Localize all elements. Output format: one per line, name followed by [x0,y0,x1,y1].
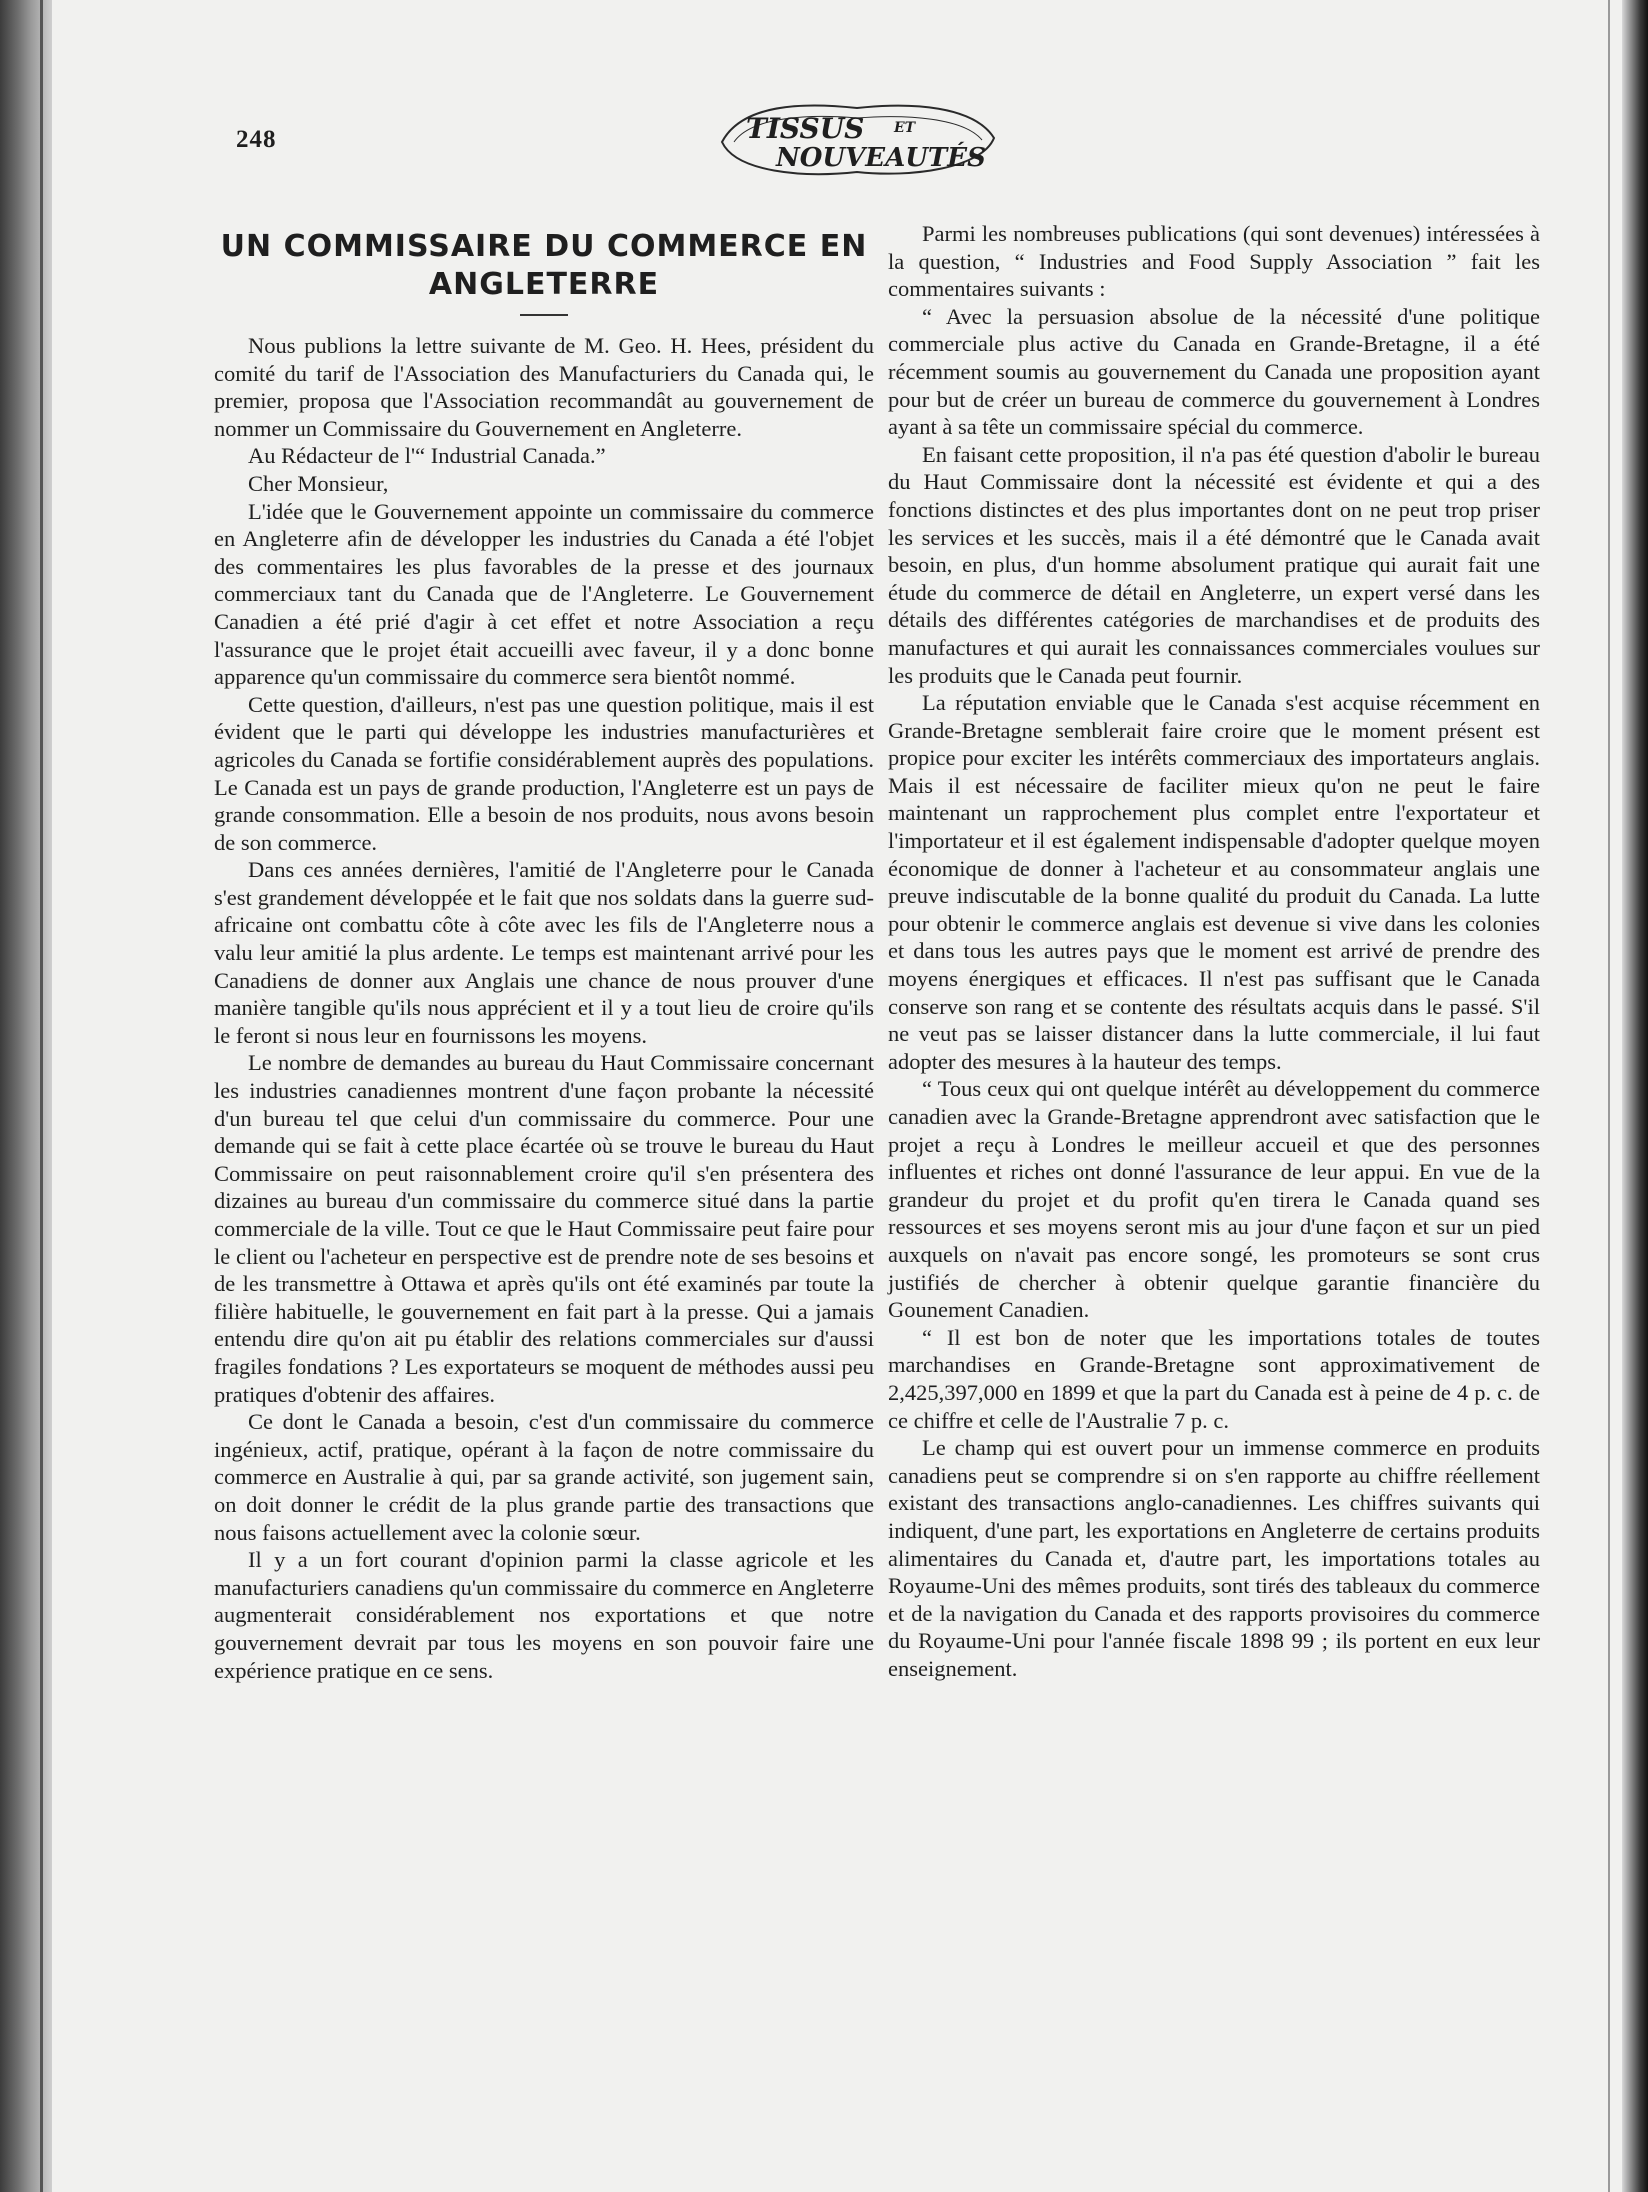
quoted-paragraph: “ Il est bon de noter que les importations totales de toutes marchandises en Grande-Bretagne sont approximativement de 2,425,397,000 en 1899 et que la part du Canada est à peine de 4 p. c. de ce chiffre et celle de l'Australie 7 p. c. [888,1324,1540,1433]
body-paragraph: Ce dont le Canada a besoin, c'est d'un commissaire du commerce ingénieux, actif, pratique, opérant à la façon de notre commissaire du commerce en Australie à qui, par sa grande activité, son jugement sain, on doit donner le crédit de la plus grande partie des transactions que nous faisons actuellement avec la colonie sœur. [214,1409,874,1545]
page-number: 248 [236,126,277,153]
letter-address: Au Rédacteur de l'“ Industrial Canada.” [248,443,606,469]
masthead-word-1: TISSUS [746,112,865,145]
body-paragraph: Il y a un fort courant d'opinion parmi la classe agricole et les manufacturiers canadiens qu'un commissaire du commerce en Angleterre augmenterait considérablement nos exportations et que notre gouvernement devrait par tous les moyens en son pouvoir faire une expérience pratique en ce sens. [214,1547,874,1683]
body-paragraph: Dans ces années dernières, l'amitié de l'Angleterre pour le Canada s'est grandement développée et le fait que nos soldats dans la guerre sud-africaine ont combattu côte à côte avec les fils de l'Angleterre nous a valu leur amitié la plus ardente. Le temps est maintenant arrivé pour les Canadiens de donner aux Anglais une chance de nous prouver d'une manière tangible qu'ils nous apprécient et il y a tout lieu de croire qu'ils le feront si nous leur en fournissons les moyens. [214,857,874,1048]
intro-paragraph: Nous publions la lettre suivante de M. Geo. H. Hees, président du comité du tarif de l'Association des Manufacturiers du Canada qui, le premier, proposa que l'Association recommandât au gouvernement de nommer un Commissaire du Gouvernement en Angleterre. [214,333,874,441]
body-paragraph: L'idée que le Gouvernement appointe un commissaire du commerce en Angleterre afin de développer les industries du Canada a été l'objet des commentaires les plus favorables de la presse et des journaux commerciaux tant du Canada que de l'Angleterre. Le Gouvernement Canadien a été prié d'agir à cet effet et notre Association a reçu l'assurance que le projet était accueilli avec faveur, il y a donc bonne apparence qu'un commissaire du commerce sera bientôt nommé. [214,498,874,690]
masthead-word-2: NOUVEAUTÉS [776,143,986,173]
article-title [214,228,874,304]
body-paragraph: Parmi les nombreuses publications (qui sont devenues) intéressées à la question, “ Industries and Food Supply Association ” fait les commentaires suivants : [888,221,1540,302]
binding-line [40,0,43,2192]
body-paragraph: Le nombre de demandes au bureau du Haut Commissaire concernant les industries canadiennes montrent d'une façon probante la nécessité d'un bureau tel que celui d'un commissaire du commerce. Pour une demande qui se fait à cette place écartée où se trouve le bureau du Haut Commissaire on peut raisonnablement croire qu'il s'en présentera des dizaines au bureau d'un commissaire du commerce situé dans la partie commerciale de la ville. Tout ce que le Haut Commissaire peut faire pour le client ou l'acheteur en perspective est de prendre note de ses besoins et de les transmettre à Ottawa et après qu'ils ont été examinés par toute la filière habituelle, le gouvernement en fait part à la presse. Qui a jamais entendu dire qu'on ait pu établir des relations commerciales sur d'aussi fragiles fondations ? Les exportateurs se moquent de méthodes aussi peu pratiques d'obtenir des affaires. [214,1050,874,1407]
page-binding-edge [0,0,52,2192]
masthead-logo [712,98,1002,182]
left-column [214,220,874,1684]
quoted-paragraph: La réputation enviable que le Canada s'est acquise récemment en Grande-Bretagne semblerait faire croire que le moment présent est propice pour exciter les intérêts commerciaux des importateurs anglais. Mais il est nécessaire de faciliter mieux qu'on ne peut le faire maintenant un rapprochement plus complet entre l'exportateur et l'importateur et il est également indispensable d'adopter quelque moyen économique de donner à l'acheteur et au consommateur anglais une preuve indiscutable de la bonne qualité du produit du Canada. La lutte pour obtenir le commerce anglais est devenue si vive dans les colonies et dans tous les autres pays que le moment est arrivé de prendre des moyens énergiques et efficaces. Il n'est pas suffisant que le Canada conserve son rang et se contente des résultats acquis dans le passé. S'il ne veut pas se laisser distancer dans la lutte commerciale, il lui faut adopter des mesures à la hauteur des temps. [888,690,1540,1074]
scan-right-edge [1622,0,1648,2192]
body-paragraph: Le champ qui est ouvert pour un immense commerce en produits canadiens peut se comprendre si on s'en rapporte au chiffre réellement existant des transactions anglo-canadiennes. Les chiffres suivants qui indiquent, d'une part, les exportations en Angleterre de certains produits alimentaires du Canada et, d'autre part, les importations totales au Royaume-Uni des mêmes produits, sont tirés des tableaux du commerce et de la navigation du Canada et des rapports provisoires du commerce du Royaume-Uni pour l'année fiscale 1898 99 ; ils portent en eux leur enseignement. [888,1435,1540,1681]
masthead-logo-svg [712,98,1002,182]
body-paragraph: Cette question, d'ailleurs, n'est pas une question politique, mais il est évident que le parti qui développe les industries manufacturières et agricoles du Canada se fortifie considérablement auprès des populations. Le Canada est un pays de grande production, l'Angleterre est un pays de grande consommation. Elle a besoin de nos produits, nous avons besoin de son commerce. [214,691,874,855]
title-rule [520,314,568,316]
page-edge-line [1608,0,1610,2192]
article-title-line-2: ANGLETERRE [428,267,660,302]
quoted-paragraph: “ Tous ceux qui ont quelque intérêt au développement du commerce canadien avec la Grande-Bretagne apprendront avec satisfaction que le projet a reçu à Londres le meilleur accueil et que des personnes influentes et riches ont donné l'assurance de leur appui. En vue de la grandeur du projet et du profit qu'en tirera le Canada quand ses ressources et ses moyens seront mis au jour d'une façon et sur un pied auxquels on n'avait pas encore songé, les promoteurs se sont crus justifiés de chercher à obtenir quelque garantie financière du Gounement Canadien. [888,1076,1540,1323]
quoted-paragraph: “ Avec la persuasion absolue de la nécessité d'une politique commerciale plus active du Canada en Grande-Bretagne, il a été récemment soumis au gouvernement du Canada une proposition ayant pour but de créer un bureau de commerce du gouvernement à Londres ayant à sa tête un commissaire spécial du commerce. [888,303,1540,440]
right-column [888,220,1540,1682]
masthead-word-small: ET [894,120,916,136]
letter-salutation: Cher Monsieur, [248,470,389,496]
article-title-line-1: UN COMMISSAIRE DU COMMERCE EN [220,229,868,264]
quoted-paragraph: En faisant cette proposition, il n'a pas été question d'abolir le bureau du Haut Commissaire dont la nécessité est évidente et qui a des fonctions distinctes et des plus importantes dont on ne peut trop priser les services et les succès, mais il a été démontré que le Canada avait besoin, en plus, d'un homme absolument pratique qui aurait fait une étude du commerce de détail en Angleterre, un expert versé dans les détails des différentes catégories de marchandises et de produits des manufactures et qui aurait les connaissances commerciales voulues sur les produits que le Canada peut fournir. [888,441,1540,688]
